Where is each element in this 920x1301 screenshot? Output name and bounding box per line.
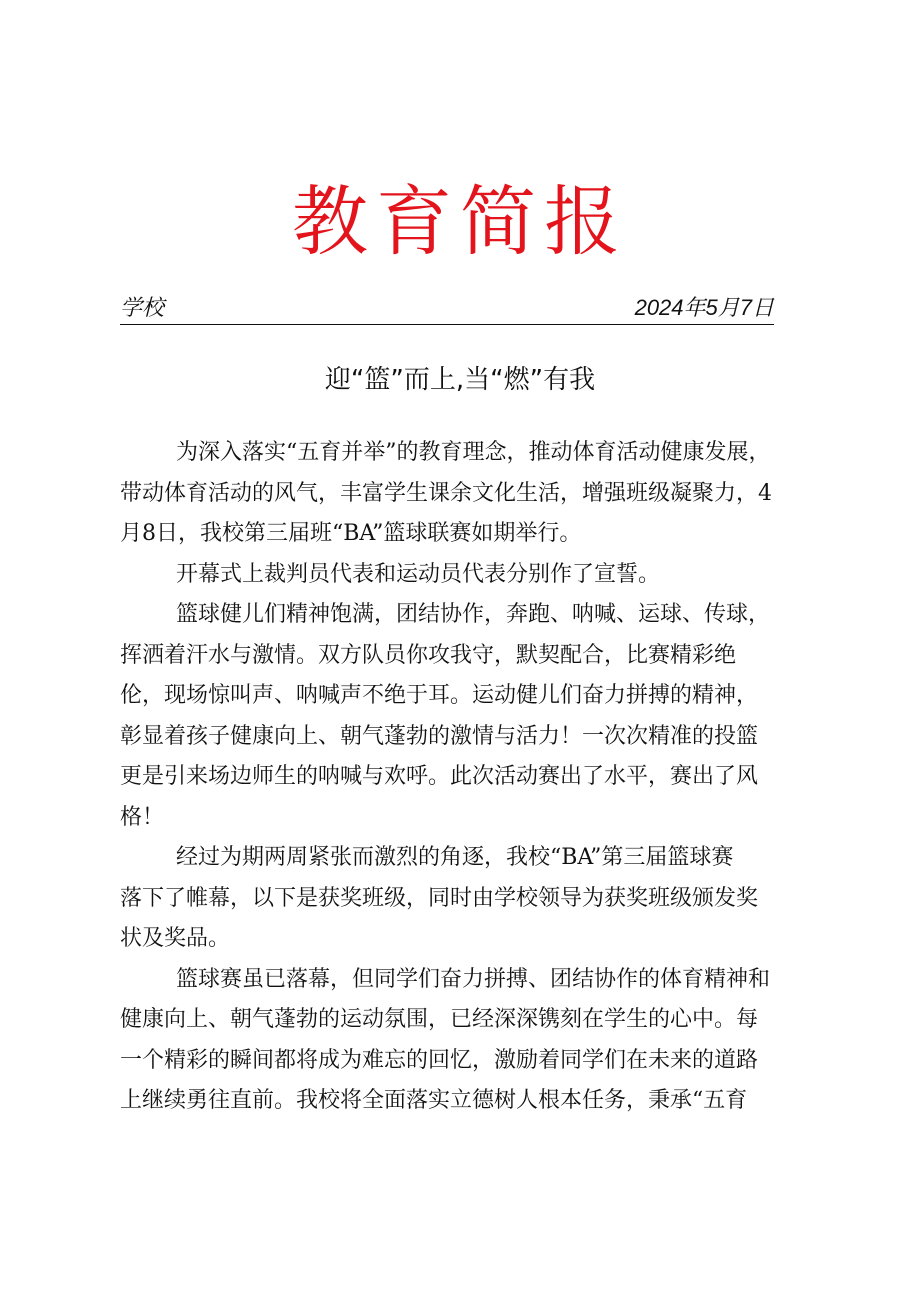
bulletin-header-line	[120, 294, 774, 325]
article-paragraph	[120, 838, 810, 960]
paragraph-line: 一个精彩的瞬间都将成为难忘的回忆，激励着同学们在未来的道路	[120, 1047, 759, 1073]
bulletin-masthead-title: 教育简报	[292, 177, 628, 266]
paragraph-line: 伦，现场惊叫声、呐喊声不绝于耳。运动健儿们奋力拼搏的精神，	[120, 683, 759, 708]
paragraph-line: 为深入落实“五育并举”的教育理念，推动体育活动健康发展，	[176, 440, 771, 465]
issue-date: 2024年5月7日	[634, 295, 774, 320]
paragraph-line: 篮球赛虽已落幕，但同学们奋力拼搏、团结协作的体育精神和	[176, 966, 771, 992]
paragraph-line: 开幕式上裁判员代表和运动员代表分别作了宣誓。	[176, 561, 661, 587]
school-label: 学校	[120, 295, 165, 320]
paragraph-line: 健康向上、朝气蓬勃的运动氛围，已经深深镌刻在学生的心中。每	[120, 1007, 759, 1032]
paragraph-line: 篮球健儿们精神饱满，团结协作，奔跑、呐喊、运球、传球，	[176, 602, 771, 627]
paragraph-line: 挥洒着汗水与激情。双方队员你攻我守，默契配合，比赛精彩绝	[120, 642, 737, 668]
article-paragraph	[120, 960, 810, 1122]
article-paragraph	[120, 595, 810, 838]
paragraph-line: 状及奖品。	[120, 926, 231, 951]
article-body	[120, 433, 810, 1122]
paragraph-line: 落下了帷幕，以下是获奖班级，同时由学校领导为获奖班级颁发奖	[120, 885, 759, 911]
paragraph-line: 彰显着孩子健康向上、朝气蓬勃的激情与活力！一次次精准的投篮	[120, 723, 759, 749]
paragraph-line: 格！	[120, 804, 165, 830]
article-paragraph	[120, 555, 810, 596]
paragraph-line: 月8日，我校第三届班“BA”篮球联赛如期举行。	[120, 521, 582, 546]
paragraph-line: 经过为期两周紧张而激烈的角逐，我校“BA”第三届篮球赛	[176, 845, 734, 870]
article-title: 迎“篮”而上,当“燃”有我	[324, 365, 596, 395]
article-paragraph	[120, 433, 810, 555]
paragraph-line: 带动体育活动的风气，丰富学生课余文化生活，增强班级凝聚力，4	[120, 480, 772, 506]
paragraph-line: 更是引来场边师生的呐喊与欢呼。此次活动赛出了水平，赛出了风	[120, 764, 759, 789]
paragraph-line: 上继续勇往直前。我校将全面落实立德树人根本任务，秉承“五育	[120, 1088, 748, 1113]
